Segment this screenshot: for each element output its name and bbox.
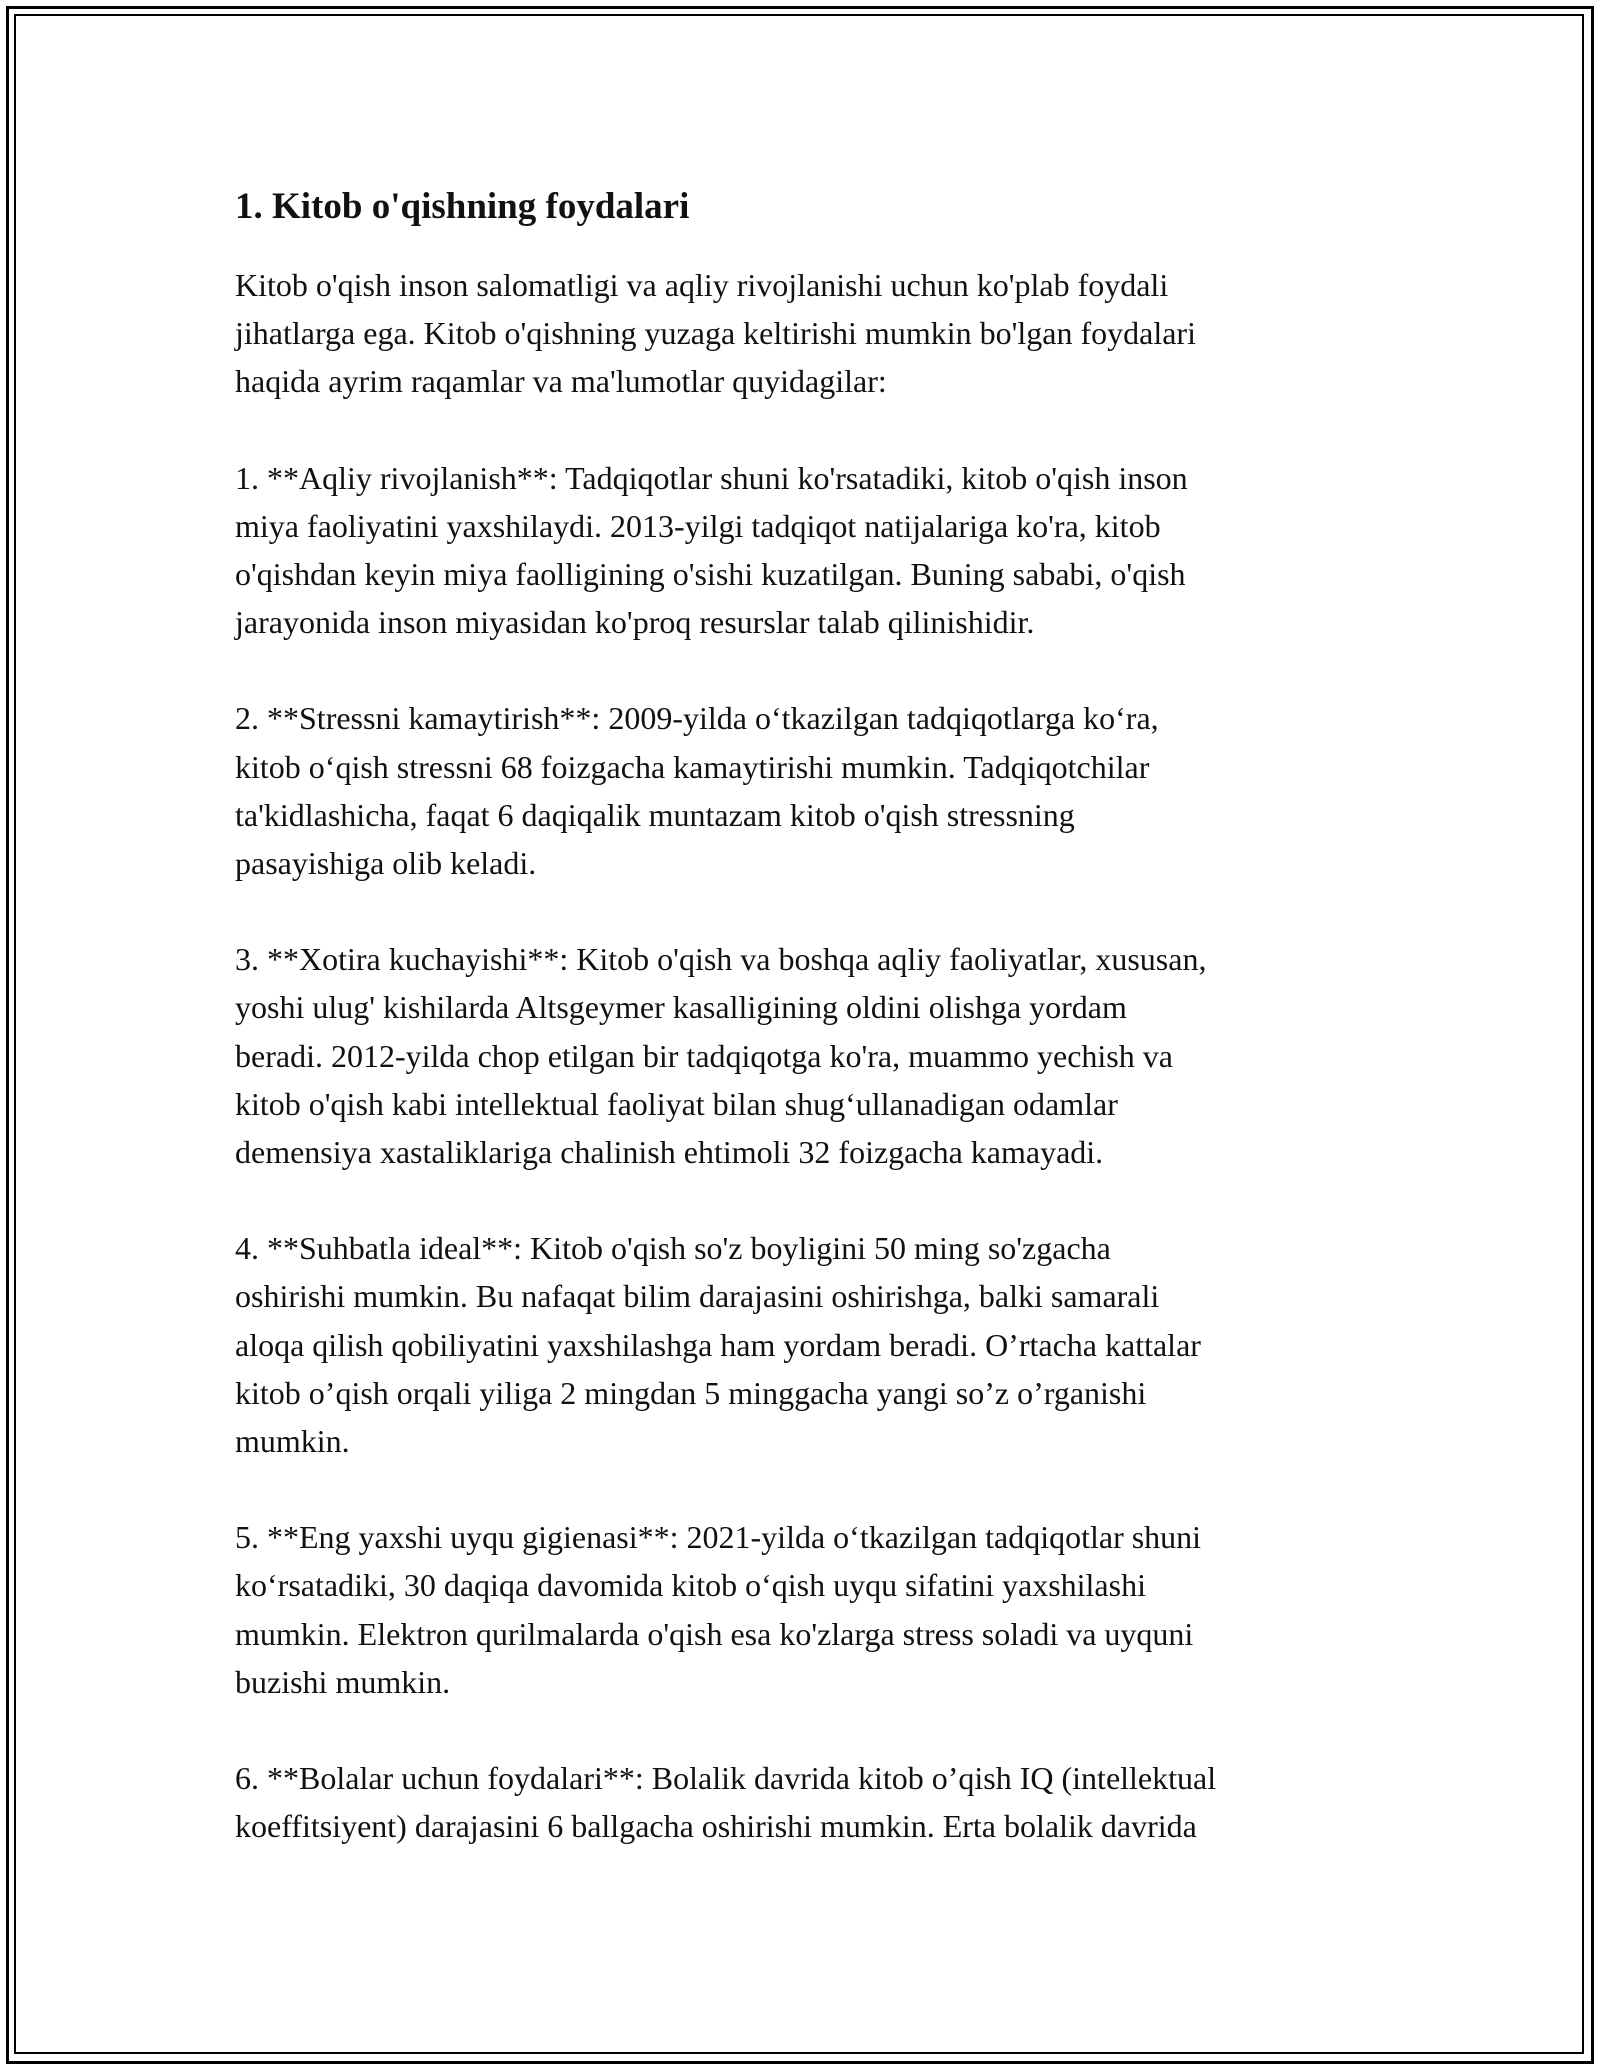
intro-paragraph: Kitob o'qish inson salomatligi va aqliy rivojlanishi uchun ko'plab foydali jihatlarga ega. Kitob o'qishning yuzaga keltirishi mumkin bo'lgan foydalari haqida ayrim raqamlar va ma'lumotlar quyidagilar: <box>235 267 1196 400</box>
document-body <box>235 183 1375 1898</box>
paragraph-sleep-hygiene: 5. **Eng yaxshi uyqu gigienasi**: 2021-yilda o‘tkazilgan tadqiqotlar shuni ko‘rsatadiki, 30 daqiqa davomida kitob o‘qish uyqu sifatini yaxshilashi mumkin. Elektron qurilmalarda o'qish esa ko'zlarga stress soladi va uyquni buzishi mumkin. <box>235 1519 1202 1700</box>
document-title: 1. Kitob o'qishning foydalari <box>235 186 690 227</box>
paragraph-stress-reduction: 2. **Stressni kamaytirish**: 2009-yilda o‘tkazilgan tadqiqotlarga ko‘ra, kitob o‘qish stressni 68 foizgacha kamaytirishi mumkin. Tadqiqotchilar ta'kidlashicha, faqat 6 daqiqalik muntazam kitob o'qish stressning pasayishiga olib keladi. <box>235 700 1159 882</box>
paragraph-memory: 3. **Xotira kuchayishi**: Kitob o'qish va boshqa aqliy faoliyatlar, xususan, yoshi ulug' kishilarda Altsgeymer kasalligining oldini olishga yordam beradi. 2012-yilda chop etilgan bir tadqiqotga ko'ra, muammo yechish va kitob o'qish kabi intellektual faoliyat bilan shug‘ullanadigan odamlar demensiya xastaliklariga chalinish ehtimoli 32 foizgacha kamayadi. <box>235 941 1207 1171</box>
paragraph-children: 6. **Bolalar uchun foydalari**: Bolalik davrida kitob o’qish IQ (intellektual koeffitsiyent) darajasini 6 ballgacha oshirishi mumkin. Erta bolalik davrida <box>235 1760 1217 1845</box>
paragraph-vocabulary: 4. **Suhbatla ideal**: Kitob o'qish so'z boyligini 50 ming so'zgacha oshirishi mumkin. Bu nafaqat bilim darajasini oshirishga, balki samarali aloqa qilish qobiliyatini yaxshilashga ham yordam beradi. O’rtacha kattalar kitob o’qish orqali yiliga 2 mingdan 5 minggacha yangi so’z o’rganishi mumkin. <box>235 1230 1201 1460</box>
paragraph-mental-development: 1. **Aqliy rivojlanish**: Tadqiqotlar shuni ko'rsatadiki, kitob o'qish inson miya faoliyatini yaxshilaydi. 2013-yilgi tadqiqot natijalariga ko'ra, kitob o'qishdan keyin miya faolligining o'sishi kuzatilgan. Buning sababi, o'qish jarayonida inson miyasidan ko'proq resurslar talab qilinishidir. <box>235 459 1188 641</box>
